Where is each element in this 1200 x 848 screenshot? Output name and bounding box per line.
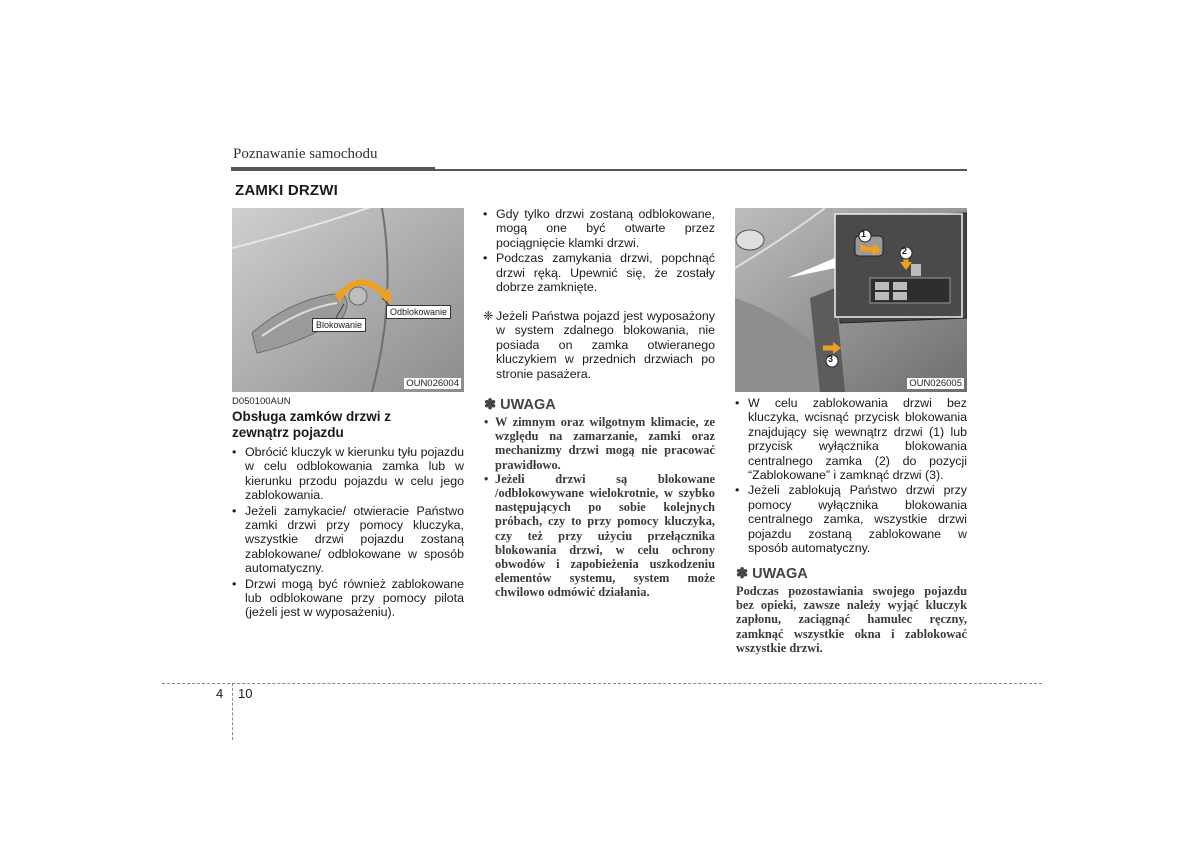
footer-rule xyxy=(162,683,1042,684)
list-item: • Podczas zamykania drzwi, popchnąć drzwi ręką. Upewnić się, że zostały dobrze zamknięte. xyxy=(483,251,715,295)
bullet-icon: • xyxy=(232,576,237,591)
section-title: Poznawanie samochodu xyxy=(233,146,378,162)
door-lock-button-figure xyxy=(735,208,967,392)
unlock-callout: Odblokowanie xyxy=(386,305,451,319)
list-item: • Jeżeli zamykacie/ otwieracie Państwo zamki drzwi przy pomocy kluczyka, wszystkie drzwi pojazdu zostaną zablokowane/ odblokowane w sposób automatyczny. xyxy=(232,503,464,576)
figure-code: OUN026004 xyxy=(406,378,459,389)
list-item: • Obrócić kluczyk w kierunku tyłu pojazdu w celu odblokowania zamka lub w kierunku przodu pojazdu w celu jego zablokowania. xyxy=(232,445,464,503)
col3-bullet-list xyxy=(735,396,967,556)
list-item: • W celu zablokowania drzwi bez kluczyka, wcisnąć przycisk blokowania znajdujący się wewnątrz drzwi (1) lub przycisk wyłącznika blokowania centralnego zamka (2) do pozycji “Zablokowane” i zamknąć drzwi (3). xyxy=(735,396,967,483)
callout-3: 3 xyxy=(828,354,834,364)
door-interior-illustration xyxy=(735,208,967,392)
list-item: • Jeżeli zablokują Państwo drzwi przy pomocy wyłącznika blokowania centralnego zamka, wszystkie drzwi pojazdu zostaną zablokowane w sposób automatyczny. xyxy=(735,483,967,556)
note-icon: ❈ xyxy=(483,309,494,323)
chapter-number: 4 xyxy=(216,686,224,701)
page-number: 10 xyxy=(238,686,253,701)
col2-bullet-list xyxy=(483,207,715,295)
warning-text: Podczas pozostawiania swojego pojazdu bez opieki, zawsze należy wyjąć kluczyk zapłonu, zaciągnąć hamulec ręczny, zamknąć wszystkie okna i zablokować wszystkie drzwi. xyxy=(736,584,967,655)
header-rule xyxy=(435,169,967,171)
subheading: Obsługa zamków drzwi z zewnątrz pojazdu xyxy=(232,409,392,440)
list-item: • Drzwi mogą być również zablokowane lub odblokowane przy pomocy pilota (jeżeli jest w wyposażeniu). xyxy=(232,576,464,620)
bullet-icon: • xyxy=(232,503,237,518)
warning-heading: ✽ UWAGA xyxy=(736,566,808,582)
warning-heading: ✽ UWAGA xyxy=(484,397,556,413)
bullet-icon: • xyxy=(483,251,488,266)
figure-code: OUN026005 xyxy=(909,378,962,389)
door-handle-figure xyxy=(232,208,464,392)
page-title: ZAMKI DRZWI xyxy=(235,182,339,199)
bullet-icon: • xyxy=(484,415,489,429)
section-code: D050100AUN xyxy=(232,396,291,407)
lock-callout: Blokowanie xyxy=(312,318,366,332)
door-handle-illustration xyxy=(232,208,464,392)
col1-bullet-list xyxy=(232,445,464,621)
bullet-icon: • xyxy=(483,207,488,221)
callout-2: 2 xyxy=(902,246,908,256)
list-item: • W zimnym oraz wilgotnym klimacie, ze względu na zamarzanie, zamki oraz mechanizmy drzwi mogą nie pracować prawidłowo. xyxy=(484,415,715,472)
bullet-icon: • xyxy=(735,483,740,498)
warning-list xyxy=(484,415,715,600)
list-item: • Jeżeli drzwi są blokowane /odblokowywane wielokrotnie, w szybko następujących po sobie kolejnych próbach, czy to przy pomocy kluczyka, czy też przy użyciu przełącznika blokowania drzwi, w celu ochrony obwodów i zapobieżenia uszkodzeniu elementów systemu, system może chwilowo odmówić działania. xyxy=(484,471,715,600)
bullet-icon: • xyxy=(484,471,489,486)
callout-1: 1 xyxy=(861,229,867,239)
remote-lock-note: ❈ Jeżeli Państwa pojazd jest wyposażony w system zdalnego blokowania, nie posiada on zamka otwieranego kluczykiem w przednich drzwiach po stronie pasażera. xyxy=(483,309,715,381)
bullet-icon: • xyxy=(232,445,237,459)
header-rule-dark xyxy=(231,167,435,171)
bullet-icon: • xyxy=(735,396,740,410)
footer-divider xyxy=(232,683,233,740)
list-item: • Gdy tylko drzwi zostaną odblokowane, mogą one być otwarte przez pociągnięcie klamki drzwi. xyxy=(483,207,715,250)
